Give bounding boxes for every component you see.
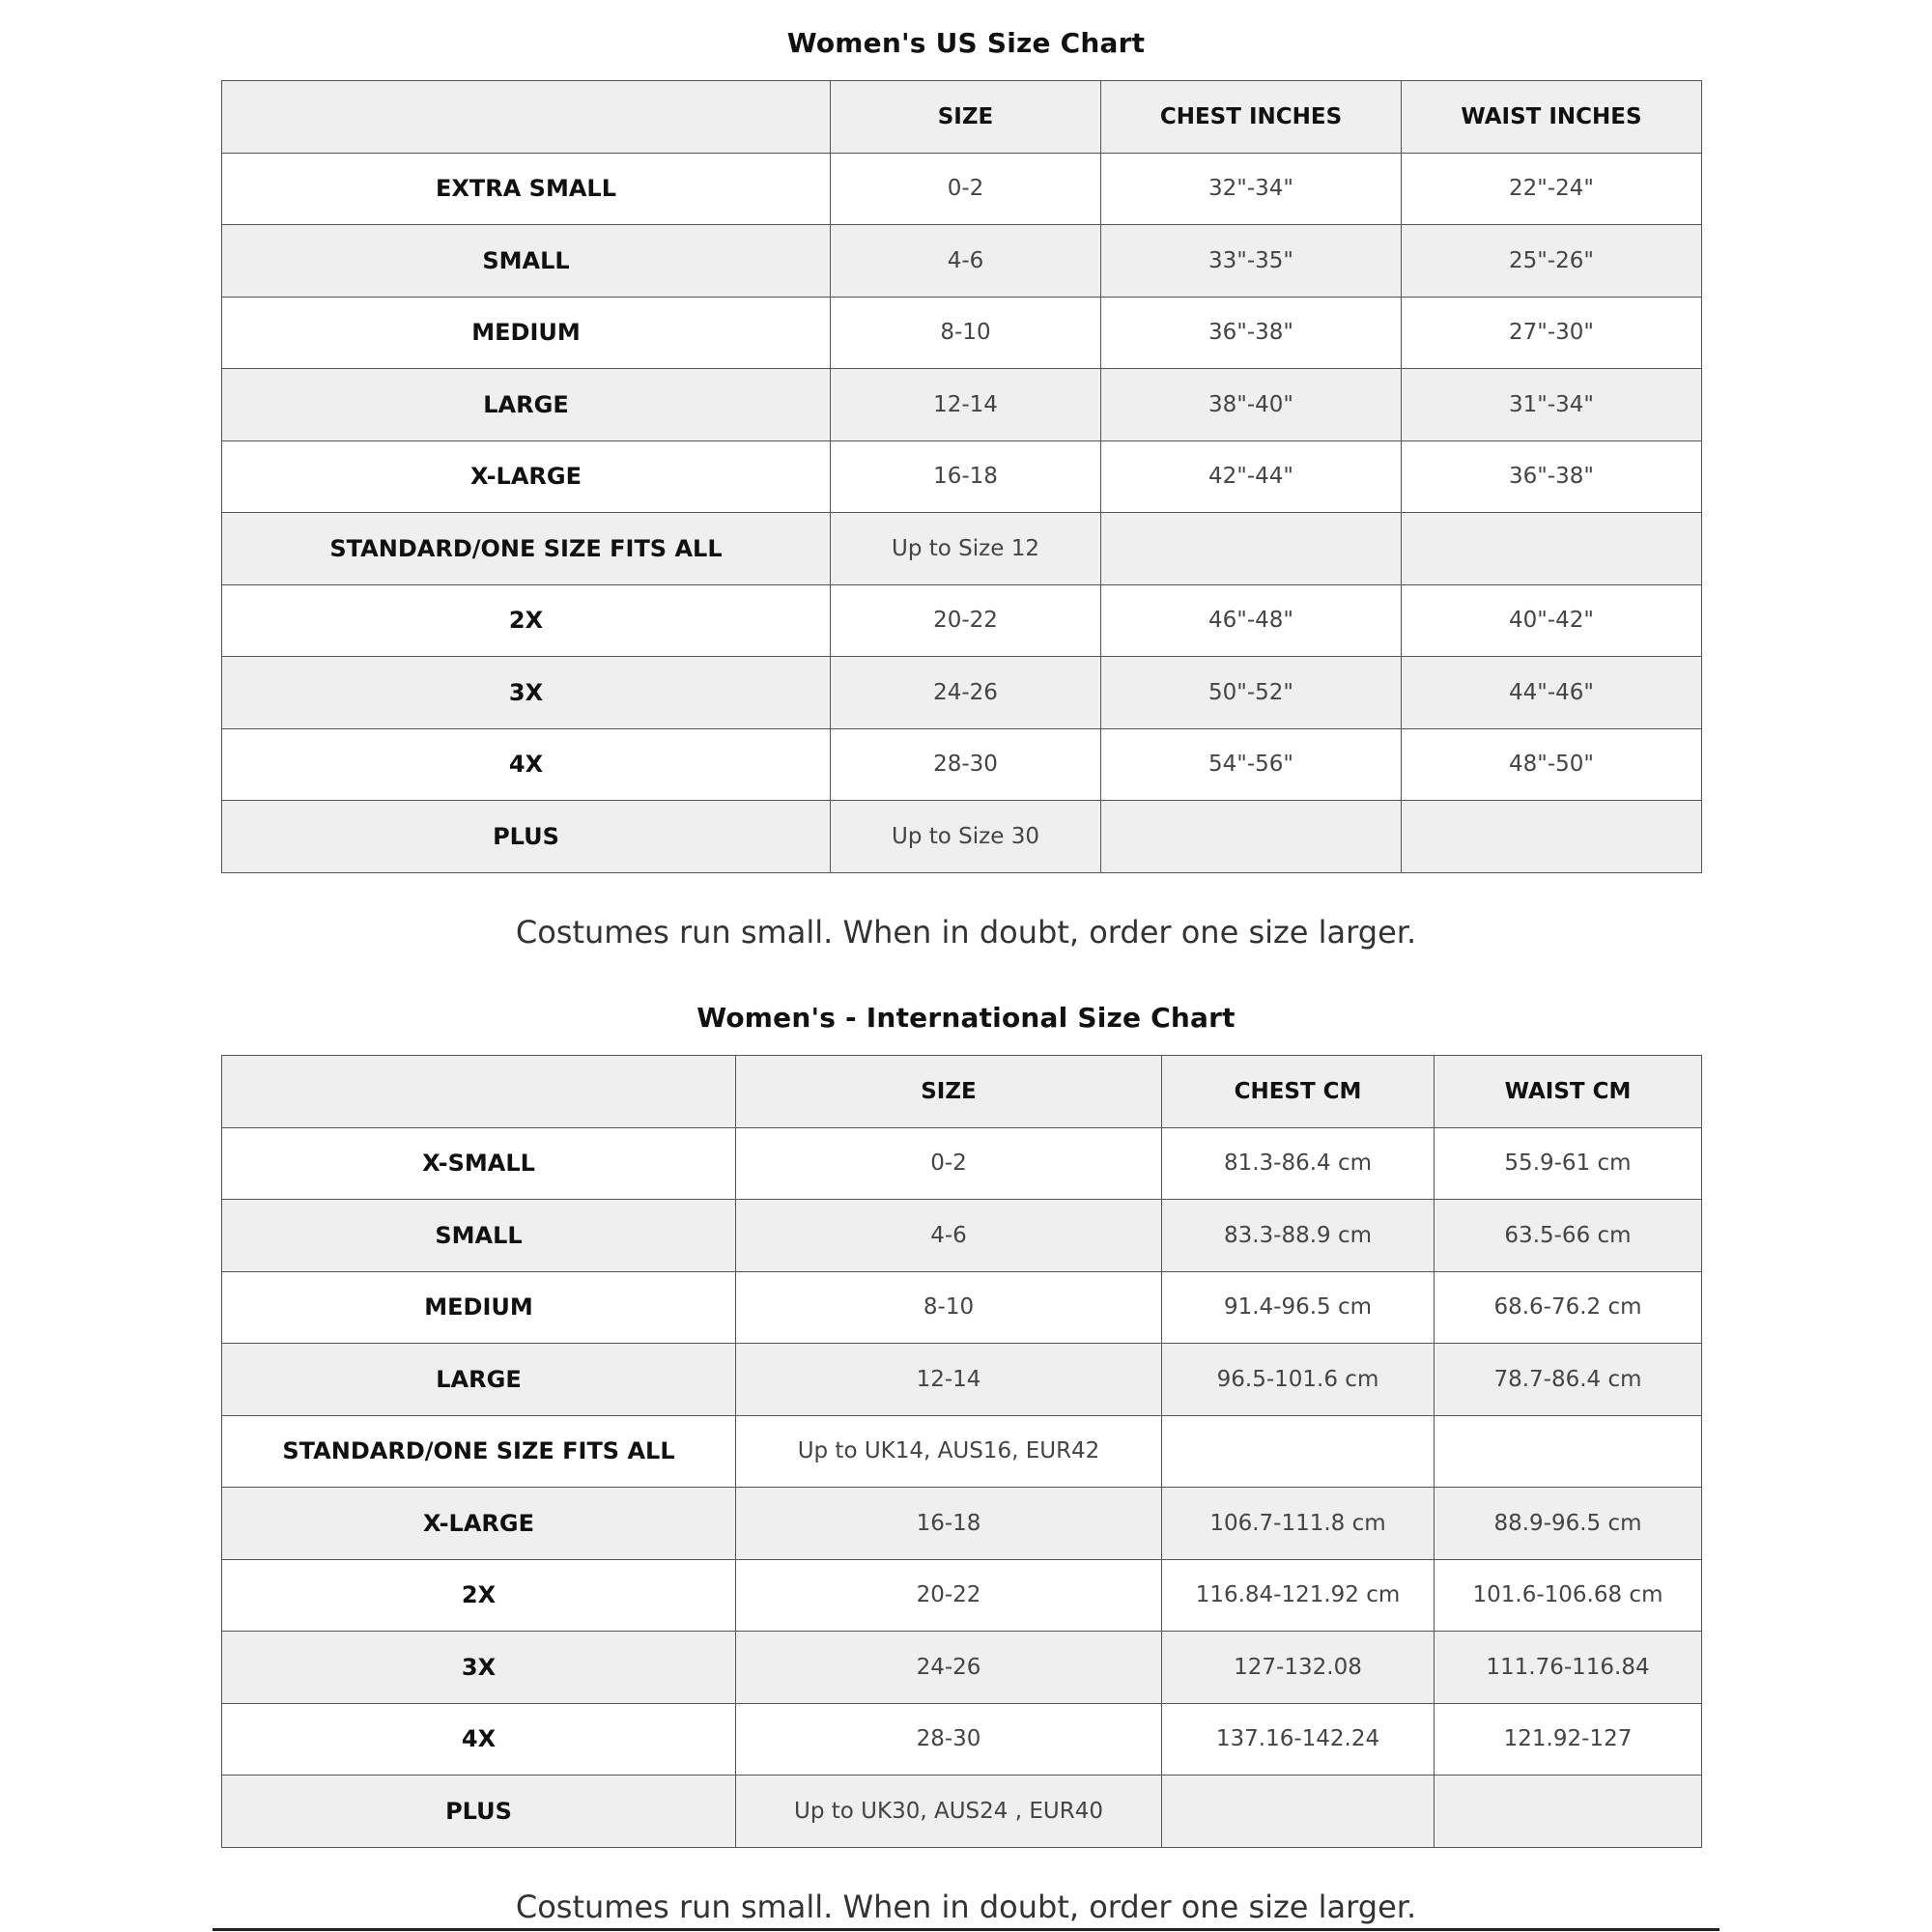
us-chart-title: Women's US Size Chart: [786, 27, 1146, 59]
table-row: [222, 513, 1702, 585]
table-row: [222, 1200, 1702, 1272]
chest-value: 33"-35": [1101, 225, 1402, 298]
column-header: [222, 1056, 736, 1128]
chest-value: 83.3-88.9 cm: [1162, 1200, 1435, 1272]
size-value: 4-6: [736, 1200, 1162, 1272]
size-value: 20-22: [736, 1559, 1162, 1632]
table-row: [222, 153, 1702, 225]
waist-value: 25"-26": [1402, 225, 1702, 298]
waist-value: [1435, 1415, 1702, 1488]
table-header-row: [222, 81, 1702, 154]
size-label: PLUS: [222, 801, 831, 873]
size-label: 4X: [222, 1703, 736, 1776]
table-row: [222, 1127, 1702, 1200]
table-row: [222, 440, 1702, 513]
size-value: Up to Size 30: [831, 801, 1101, 873]
size-value: 0-2: [736, 1127, 1162, 1200]
size-label: PLUS: [222, 1776, 736, 1848]
size-value: 8-10: [831, 297, 1101, 369]
size-value: 12-14: [831, 369, 1101, 441]
waist-value: 63.5-66 cm: [1435, 1200, 1702, 1272]
column-header: CHEST INCHES: [1101, 81, 1402, 154]
chest-value: 32"-34": [1101, 153, 1402, 225]
chest-value: [1101, 513, 1402, 585]
us-chart-note: Costumes run small. When in doubt, order one size larger.: [515, 914, 1417, 951]
chest-value: 46"-48": [1101, 584, 1402, 657]
size-label: 3X: [222, 657, 831, 729]
size-value: 0-2: [831, 153, 1101, 225]
intl-chart-note: Costumes run small. When in doubt, order one size larger.: [515, 1889, 1417, 1925]
table-row: [222, 801, 1702, 873]
size-label: EXTRA SMALL: [222, 153, 831, 225]
size-label: 2X: [222, 584, 831, 657]
size-value: 24-26: [736, 1632, 1162, 1704]
waist-value: 40"-42": [1402, 584, 1702, 657]
size-label: STANDARD/ONE SIZE FITS ALL: [222, 513, 831, 585]
size-value: Up to Size 12: [831, 513, 1101, 585]
column-header: SIZE: [736, 1056, 1162, 1128]
table-row: [222, 1776, 1702, 1848]
size-value: 20-22: [831, 584, 1101, 657]
waist-value: 68.6-76.2 cm: [1435, 1271, 1702, 1344]
chest-value: [1101, 801, 1402, 873]
table-row: [222, 1271, 1702, 1344]
size-label: LARGE: [222, 369, 831, 441]
waist-value: 27"-30": [1402, 297, 1702, 369]
waist-value: [1435, 1776, 1702, 1848]
size-label: X-LARGE: [222, 440, 831, 513]
chest-value: 96.5-101.6 cm: [1162, 1344, 1435, 1416]
waist-value: 36"-38": [1402, 440, 1702, 513]
waist-value: [1402, 801, 1702, 873]
waist-value: 44"-46": [1402, 657, 1702, 729]
size-label: X-SMALL: [222, 1127, 736, 1200]
waist-value: 121.92-127: [1435, 1703, 1702, 1776]
column-header: CHEST CM: [1162, 1056, 1435, 1128]
column-header: [222, 81, 831, 154]
size-value: Up to UK14, AUS16, EUR42: [736, 1415, 1162, 1488]
us-size-table: [221, 80, 1702, 873]
waist-value: 55.9-61 cm: [1435, 1127, 1702, 1200]
waist-value: 111.76-116.84: [1435, 1632, 1702, 1704]
size-value: Up to UK30, AUS24 , EUR40: [736, 1776, 1162, 1848]
chest-value: [1162, 1776, 1435, 1848]
size-label: X-LARGE: [222, 1488, 736, 1560]
size-label: SMALL: [222, 1200, 736, 1272]
size-value: 16-18: [831, 440, 1101, 513]
size-value: 28-30: [831, 728, 1101, 801]
chest-value: 137.16-142.24: [1162, 1703, 1435, 1776]
intl-size-table: [221, 1055, 1702, 1848]
size-label: 3X: [222, 1632, 736, 1704]
table-row: [222, 657, 1702, 729]
size-value: 16-18: [736, 1488, 1162, 1560]
waist-value: 48"-50": [1402, 728, 1702, 801]
column-header: WAIST CM: [1435, 1056, 1702, 1128]
size-value: 8-10: [736, 1271, 1162, 1344]
size-label: SMALL: [222, 225, 831, 298]
waist-value: 101.6-106.68 cm: [1435, 1559, 1702, 1632]
size-value: 12-14: [736, 1344, 1162, 1416]
chest-value: 127-132.08: [1162, 1632, 1435, 1704]
chest-value: [1162, 1415, 1435, 1488]
chest-value: 116.84-121.92 cm: [1162, 1559, 1435, 1632]
chest-value: 36"-38": [1101, 297, 1402, 369]
chest-value: 81.3-86.4 cm: [1162, 1127, 1435, 1200]
table-row: [222, 297, 1702, 369]
table-header-row: [222, 1056, 1702, 1128]
waist-value: 22"-24": [1402, 153, 1702, 225]
table-row: [222, 1559, 1702, 1632]
waist-value: 78.7-86.4 cm: [1435, 1344, 1702, 1416]
size-value: 28-30: [736, 1703, 1162, 1776]
table-row: [222, 1488, 1702, 1560]
waist-value: [1402, 513, 1702, 585]
column-header: SIZE: [831, 81, 1101, 154]
size-label: MEDIUM: [222, 297, 831, 369]
table-row: [222, 728, 1702, 801]
chest-value: 50"-52": [1101, 657, 1402, 729]
waist-value: 31"-34": [1402, 369, 1702, 441]
table-row: [222, 1703, 1702, 1776]
table-row: [222, 1632, 1702, 1704]
table-row: [222, 1344, 1702, 1416]
table-row: [222, 1415, 1702, 1488]
intl-chart-title: Women's - International Size Chart: [696, 1002, 1236, 1034]
size-label: 2X: [222, 1559, 736, 1632]
size-value: 4-6: [831, 225, 1101, 298]
chest-value: 38"-40": [1101, 369, 1402, 441]
size-label: LARGE: [222, 1344, 736, 1416]
bottom-divider: [213, 1928, 1719, 1931]
chest-value: 91.4-96.5 cm: [1162, 1271, 1435, 1344]
table-row: [222, 584, 1702, 657]
chest-value: 42"-44": [1101, 440, 1402, 513]
size-value: 24-26: [831, 657, 1101, 729]
size-label: 4X: [222, 728, 831, 801]
chest-value: 106.7-111.8 cm: [1162, 1488, 1435, 1560]
column-header: WAIST INCHES: [1402, 81, 1702, 154]
size-label: MEDIUM: [222, 1271, 736, 1344]
size-label: STANDARD/ONE SIZE FITS ALL: [222, 1415, 736, 1488]
table-row: [222, 369, 1702, 441]
table-row: [222, 225, 1702, 298]
waist-value: 88.9-96.5 cm: [1435, 1488, 1702, 1560]
chest-value: 54"-56": [1101, 728, 1402, 801]
